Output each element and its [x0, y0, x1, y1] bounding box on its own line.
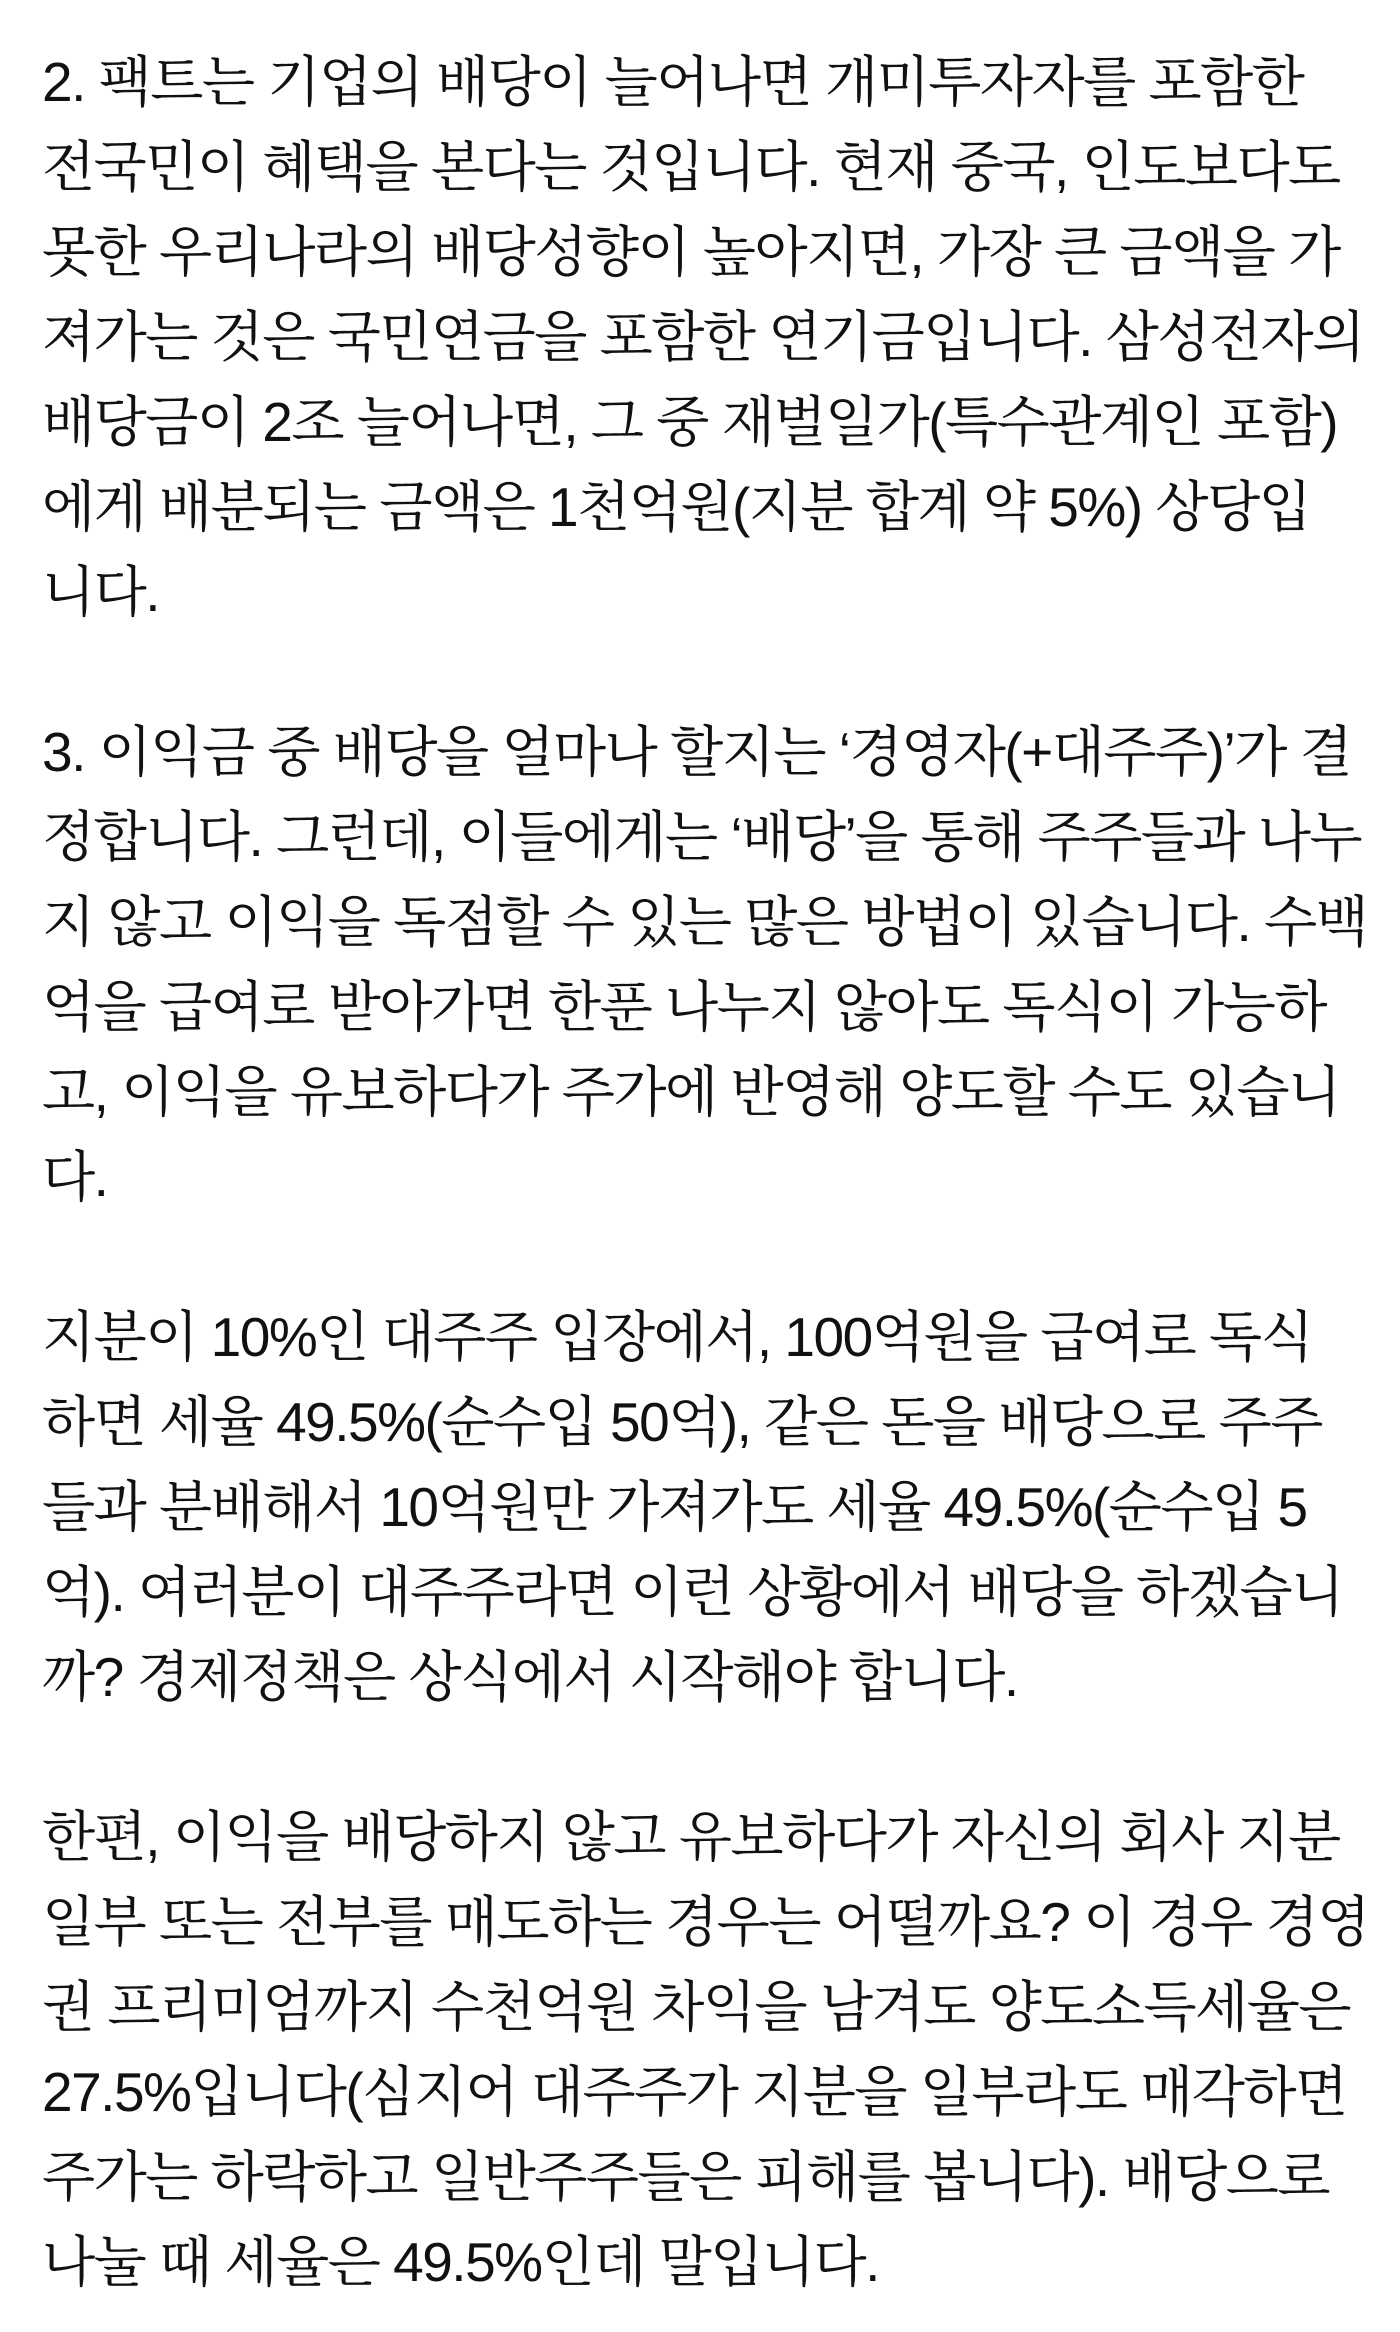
text-line: 27.5%입니다(심지어 대주주가 지분을 일부라도 매각하면	[42, 2061, 1347, 2123]
text-line: 한편, 이익을 배당하지 않고 유보하다가 자신의 회사 지분	[42, 1806, 1340, 1868]
text-line: 지 않고 이익을 독점할 수 있는 많은 방법이 있습니다. 수백	[42, 891, 1368, 953]
text-line: 2. 팩트는 기업의 배당이 늘어나면 개미투자자를 포함한	[42, 51, 1304, 113]
text-line: 고, 이익을 유보하다가 주가에 반영해 양도할 수도 있습니	[42, 1061, 1340, 1123]
text-line: 까? 경제정책은 상식에서 시작해야 합니다.	[42, 1646, 1018, 1708]
text-line: 주가는 하락하고 일반주주들은 피해를 봅니다). 배당으로	[42, 2146, 1329, 2208]
text-line: 하면 세율 49.5%(순수입 50억), 같은 돈을 배당으로 주주	[42, 1391, 1322, 1453]
paragraph	[42, 1295, 1370, 1720]
text-line: 배당금이 2조 늘어나면, 그 중 재벌일가(특수관계인 포함)	[42, 391, 1338, 453]
text-line: 지분이 10%인 대주주 입장에서, 100억원을 급여로 독식	[42, 1306, 1313, 1368]
text-line: 져가는 것은 국민연금을 포함한 연기금입니다. 삼성전자의	[42, 306, 1364, 368]
text-line: 권 프리미엄까지 수천억원 차익을 남겨도 양도소득세율은	[42, 1976, 1351, 2038]
text-line: 일부 또는 전부를 매도하는 경우는 어떨까요? 이 경우 경영	[42, 1891, 1369, 1953]
text-line: 못한 우리나라의 배당성향이 높아지면, 가장 큰 금액을 가	[42, 221, 1340, 283]
text-line: 에게 배분되는 금액은 1천억원(지분 합계 약 5%) 상당입	[42, 476, 1311, 538]
text-line: 다.	[42, 1146, 108, 1208]
text-line: 전국민이 혜택을 본다는 것입니다. 현재 중국, 인도보다도	[42, 136, 1340, 198]
text-line: 억). 여러분이 대주주라면 이런 상황에서 배당을 하겠습니	[42, 1561, 1343, 1623]
paragraph	[42, 710, 1370, 1220]
text-line: 3. 이익금 중 배당을 얼마나 할지는 ‘경영자(+대주주)’가 결	[42, 721, 1352, 783]
text-line: 니다.	[42, 561, 160, 623]
paragraph	[42, 40, 1370, 635]
text-line: 억을 급여로 받아가면 한푼 나누지 않아도 독식이 가능하	[42, 976, 1326, 1038]
paragraph	[42, 1795, 1370, 2305]
text-line: 들과 분배해서 10억원만 가져가도 세율 49.5%(순수입 5	[42, 1476, 1307, 1538]
text-line: 정합니다. 그런데, 이들에게는 ‘배당’을 통해 주주들과 나누	[42, 806, 1362, 868]
text-line: 나눌 때 세율은 49.5%인데 말입니다.	[42, 2231, 879, 2293]
